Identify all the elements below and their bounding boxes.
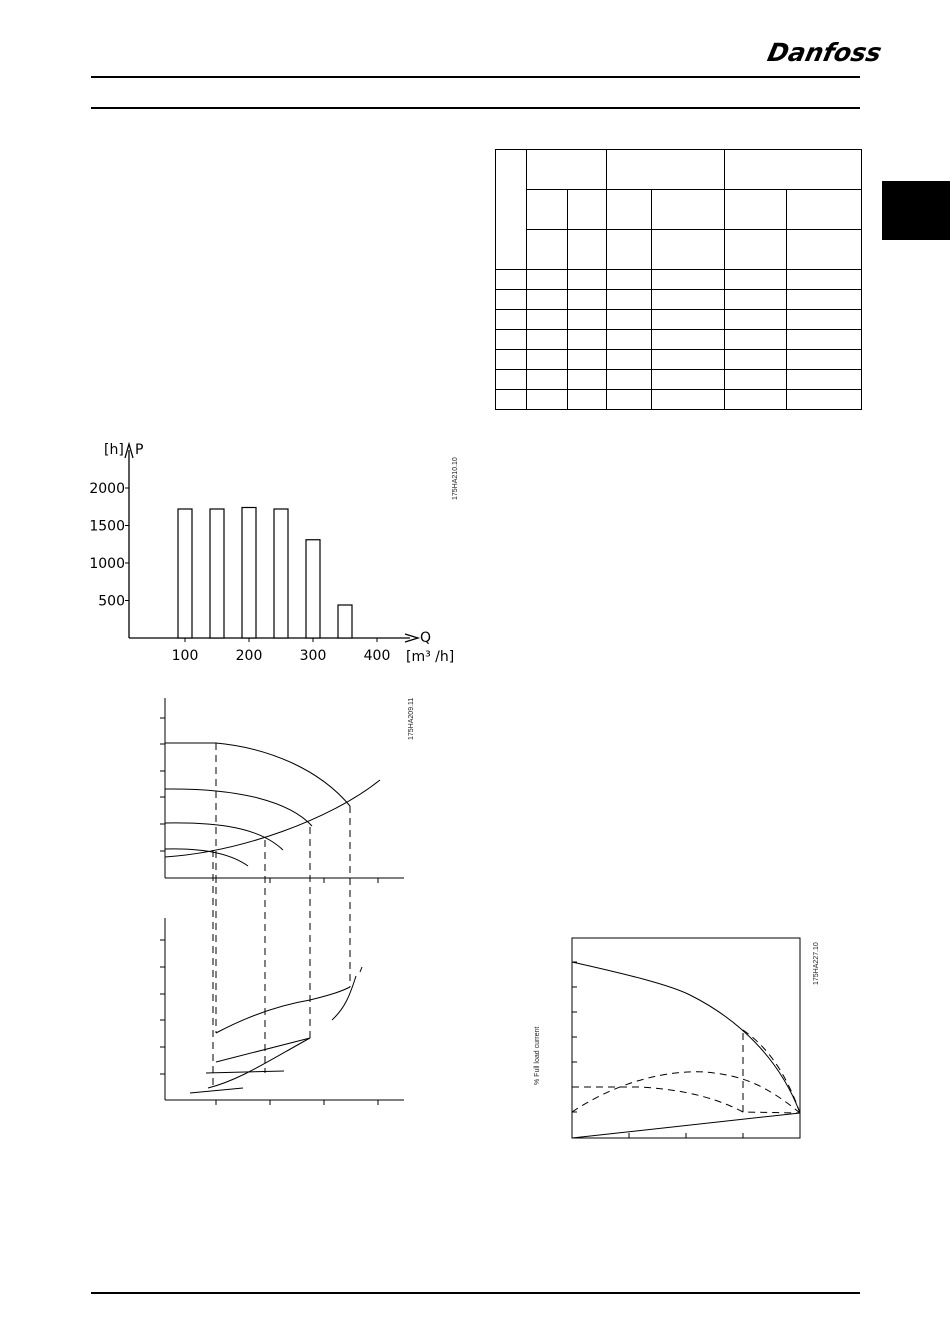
header-rule-bottom xyxy=(91,107,860,109)
danfoss-logo xyxy=(764,34,885,72)
figure-code-histogram: 175HA210.10 xyxy=(452,457,459,500)
y-unit-label: [h] xyxy=(104,442,124,458)
upper-x-ticks xyxy=(216,878,378,883)
histogram-bar xyxy=(210,509,224,638)
projection-lines xyxy=(213,743,350,1086)
table-row xyxy=(496,290,862,310)
lower-x-ticks xyxy=(216,1100,378,1105)
table-cell xyxy=(725,190,787,230)
table-row xyxy=(496,330,862,350)
y-tick-label: 1500 xyxy=(89,518,125,535)
brand-logo-text: Danfoss xyxy=(764,38,885,67)
table-cell xyxy=(607,190,652,230)
current-y-ticks xyxy=(572,962,577,1112)
y-tick-label: 500 xyxy=(98,593,125,610)
x-tick-label: 200 xyxy=(235,648,263,664)
histogram-bar xyxy=(242,508,256,639)
x-tick-label: 300 xyxy=(299,648,327,664)
table-cell xyxy=(652,190,725,230)
flow-histogram-chart xyxy=(80,430,470,670)
table-cell xyxy=(496,150,527,270)
pump-curves-chart xyxy=(150,690,420,1110)
plot-frame xyxy=(572,938,800,1138)
pump-curve-75 xyxy=(165,789,312,826)
x-tick-label: 400 xyxy=(363,648,391,664)
table-cell xyxy=(568,230,607,270)
table-cell xyxy=(527,150,607,190)
table-cell xyxy=(652,230,725,270)
lower-y-ticks xyxy=(160,940,165,1074)
chapter-tab xyxy=(882,181,950,240)
x-tick-label: 100 xyxy=(171,648,199,664)
pump-curve-100 xyxy=(165,743,350,806)
table-row xyxy=(496,310,862,330)
power-envelope xyxy=(208,967,362,1088)
x-unit-label: [m³ /h] xyxy=(406,649,455,665)
power-curve-25 xyxy=(190,1088,243,1093)
y-var-label: P xyxy=(135,442,144,458)
y-tick-label: 1000 xyxy=(89,556,125,572)
table-row xyxy=(496,370,862,390)
table-cell xyxy=(787,190,862,230)
table-row xyxy=(496,270,862,290)
figure-code-pump-curves: 175HA209.11 xyxy=(408,697,415,740)
footer-rule xyxy=(91,1292,860,1294)
table-cell xyxy=(527,230,568,270)
x-var-label: Q xyxy=(420,630,432,646)
power-curve-50 xyxy=(206,1071,284,1073)
table-cell xyxy=(725,150,862,190)
table-row xyxy=(496,350,862,370)
table-cell xyxy=(607,230,652,270)
histogram-bar xyxy=(274,509,288,638)
table-cell xyxy=(527,190,568,230)
table-cell xyxy=(607,150,725,190)
upper-graph xyxy=(160,698,404,883)
table-row xyxy=(496,390,862,410)
histogram-bar xyxy=(338,605,352,638)
data-table xyxy=(495,149,862,410)
table-cell xyxy=(568,190,607,230)
full-load-current-curve xyxy=(572,962,800,1113)
table-cell xyxy=(725,230,787,270)
chart-axes xyxy=(125,444,418,642)
current-graph xyxy=(572,938,800,1138)
y-tick-label: 2000 xyxy=(89,481,125,497)
histogram-bar xyxy=(178,509,192,638)
current-ylabel: % Full load current xyxy=(534,1026,541,1085)
power-curve-100 xyxy=(216,987,350,1033)
current-x-ticks xyxy=(629,1133,743,1138)
figure-code-current-curve: 175HA227.10 xyxy=(813,942,820,985)
current-curve-chart xyxy=(560,930,810,1142)
histogram-bar xyxy=(306,540,320,638)
power-curve-75 xyxy=(216,1038,310,1062)
header-rule-top xyxy=(91,76,860,78)
lower-graph xyxy=(160,918,404,1105)
upper-y-ticks xyxy=(160,718,165,851)
system-curve xyxy=(165,780,380,857)
current-dashed-curves xyxy=(572,1030,800,1113)
table-cell xyxy=(787,230,862,270)
